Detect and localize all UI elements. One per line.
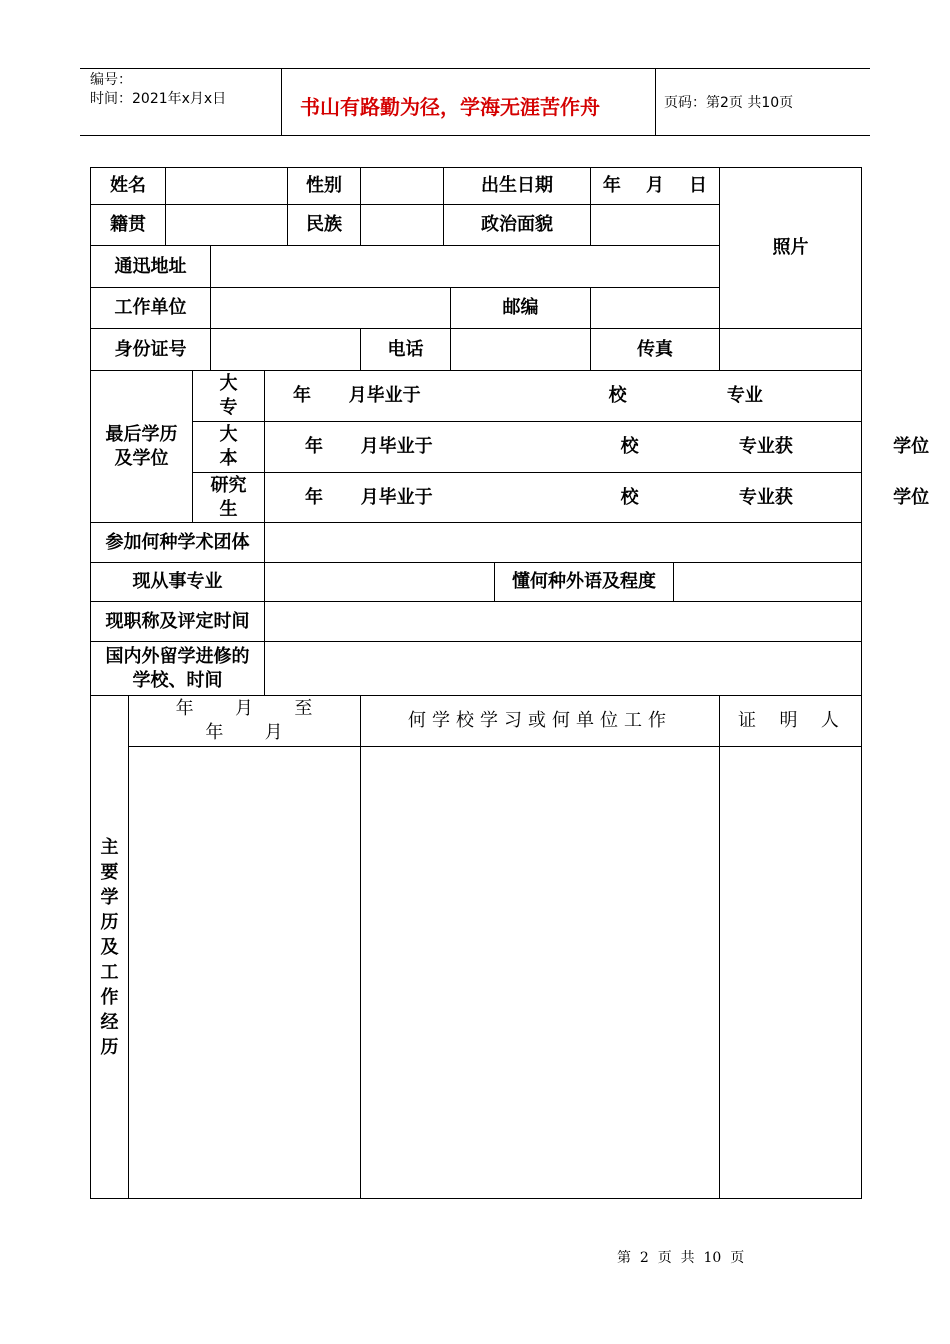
gender-field[interactable] — [361, 168, 443, 204]
name-field[interactable] — [166, 168, 287, 204]
edu-row-dazhuan[interactable]: 年 月毕业于 校 专业 — [293, 385, 763, 406]
name-label: 姓名 — [110, 175, 146, 196]
postcode-label: 邮编 — [502, 297, 539, 318]
history-period-header: 年 月 至 年 月 — [175, 698, 354, 743]
photo-box: 照片 — [772, 237, 809, 258]
header-divider — [281, 68, 282, 135]
history-witness-input[interactable] — [720, 747, 861, 1198]
title-time-label: 现职称及评定时间 — [105, 610, 250, 632]
study-abroad-label: 国内外留学进修的学校、时间 — [105, 645, 250, 691]
header-bottom-rule — [80, 135, 870, 136]
edu-level-graduate: 研究生 — [210, 474, 247, 520]
history-witness-header: 证 明 人 — [738, 710, 843, 731]
page-footer: 第 2 页 共 10 页 — [617, 1250, 745, 1266]
address-field[interactable] — [211, 246, 719, 287]
fax-label: 传真 — [637, 338, 673, 360]
history-vertical-text — [101, 835, 119, 1060]
history-label-char: 学 — [100, 886, 119, 908]
phone-label: 电话 — [387, 338, 424, 360]
edu-row-daben[interactable]: 年 月毕业于 校 专业获 学位 — [305, 436, 930, 457]
history-period-input[interactable] — [129, 747, 360, 1198]
history-label-char: 要 — [100, 861, 119, 883]
document-number-label: 编号： — [90, 72, 132, 88]
birth-date-label: 出生日期 — [481, 175, 553, 196]
motto-text: 书山有路勤为径，学海无涯苦作舟 — [300, 95, 600, 119]
fax-field[interactable] — [720, 329, 861, 370]
study-abroad-field[interactable] — [265, 642, 861, 695]
native-place-label: 籍贯 — [110, 214, 146, 235]
title-time-field[interactable] — [265, 602, 861, 641]
political-status-field[interactable] — [591, 205, 719, 245]
current-specialty-label: 现从事专业 — [132, 571, 223, 592]
languages-label: 懂何种外语及程度 — [512, 571, 656, 592]
history-label-char: 经 — [100, 1011, 119, 1033]
id-number-label: 身份证号 — [114, 338, 187, 360]
address-label: 通迅地址 — [114, 255, 187, 277]
gender-label: 性别 — [306, 175, 342, 196]
current-specialty-field[interactable] — [265, 563, 494, 601]
edu-row-graduate[interactable]: 年 月毕业于 校 专业获 学位 — [305, 486, 930, 508]
work-unit-field[interactable] — [211, 288, 450, 328]
header-top-rule — [80, 68, 870, 69]
political-status-label: 政治面貌 — [481, 214, 553, 235]
edu-level-dazhuan: 大专 — [219, 373, 238, 418]
page-count-label: 页码：第2页 共10页 — [664, 95, 794, 111]
phone-field[interactable] — [451, 329, 590, 370]
document-time-label: 时间：2021年x月x日 — [90, 91, 227, 107]
academic-groups-label: 参加何种学术团体 — [105, 531, 250, 553]
history-label-char: 及 — [100, 936, 119, 958]
work-unit-label: 工作单位 — [114, 297, 187, 318]
native-place-field[interactable] — [166, 205, 287, 245]
education-label: 最后学历及学位 — [105, 423, 178, 469]
header-divider — [655, 68, 656, 135]
birth-date-field[interactable]: 年 月 日 — [602, 175, 708, 196]
languages-field[interactable] — [674, 563, 861, 601]
history-label-char: 主 — [100, 836, 119, 858]
edu-level-daben: 大本 — [219, 424, 238, 469]
postcode-field[interactable] — [591, 288, 719, 328]
history-where-header: 何学校学习或何单位工作 — [408, 710, 672, 731]
ethnicity-label: 民族 — [306, 214, 342, 235]
history-label-char: 历 — [100, 1036, 119, 1058]
history-label-char: 历 — [100, 911, 119, 933]
history-where-input[interactable] — [361, 747, 719, 1198]
ethnicity-field[interactable] — [361, 205, 443, 245]
history-label-char: 作 — [100, 986, 119, 1008]
history-label — [91, 696, 128, 1198]
history-label-char: 工 — [100, 961, 119, 983]
id-number-field[interactable] — [211, 329, 360, 370]
academic-groups-field[interactable] — [265, 523, 861, 562]
